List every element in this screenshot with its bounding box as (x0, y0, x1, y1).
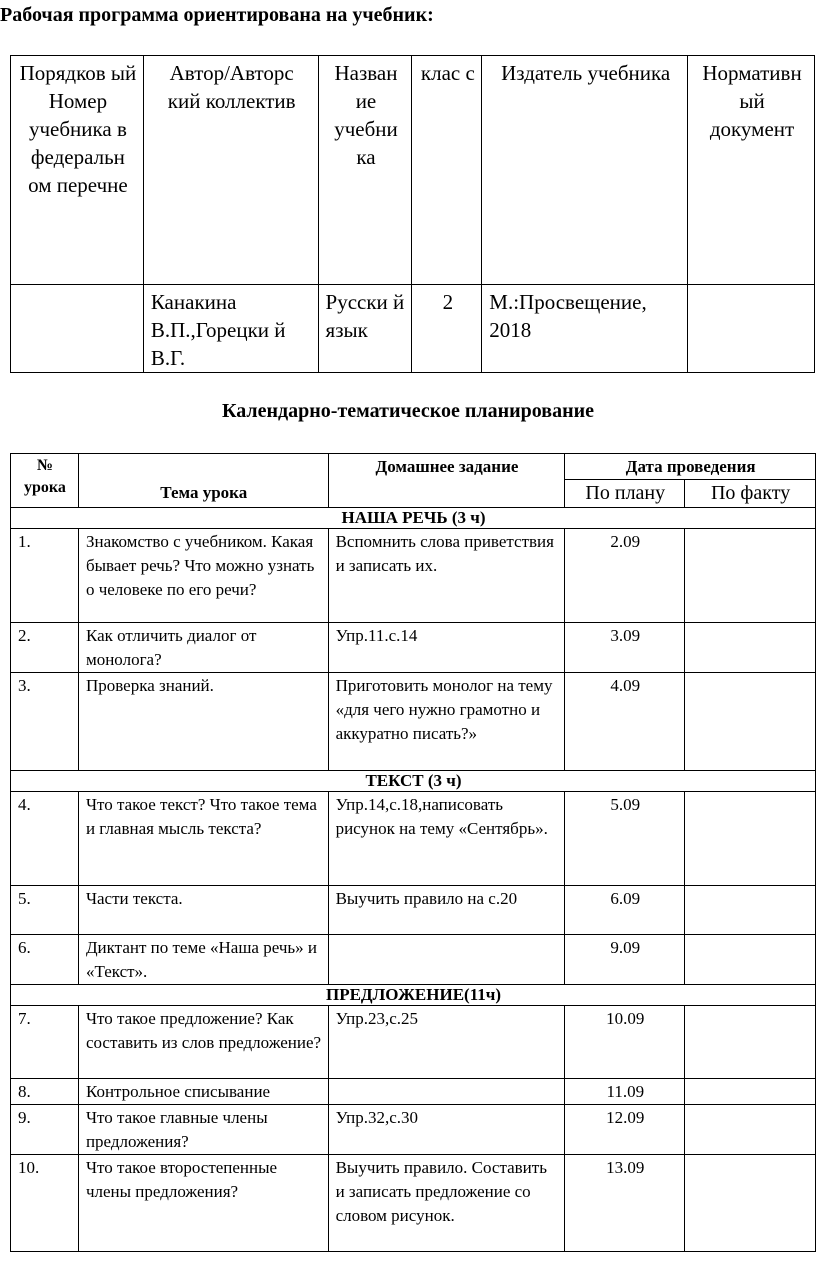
lesson-row (11, 1155, 816, 1252)
lesson-date-plan: 11.09 (565, 1079, 685, 1105)
lesson-row (11, 935, 816, 985)
lesson-topic: Контрольное списывание (78, 1079, 328, 1105)
lesson-topic: Проверка знаний. (78, 673, 328, 771)
lesson-date-plan: 10.09 (565, 1006, 685, 1079)
lesson-date-fact (685, 1105, 816, 1155)
header-lesson-num: № урока (11, 454, 79, 508)
header-name: Назван ие учебни ка (318, 56, 412, 285)
lesson-date-fact (685, 886, 816, 935)
section-title: НАША РЕЧЬ (3 ч) (11, 508, 816, 529)
lesson-date-plan: 9.09 (565, 935, 685, 985)
header-date: Дата проведения (565, 454, 816, 480)
lesson-date-fact (685, 529, 816, 623)
textbook-header-row (11, 56, 815, 285)
lesson-num: 4. (11, 792, 79, 886)
lesson-date-fact (685, 1079, 816, 1105)
lesson-topic: Что такое текст? Что такое тема и главная мысль текста? (78, 792, 328, 886)
lesson-topic: Что такое предложение? Как составить из слов предложение? (78, 1006, 328, 1079)
header-homework: Домашнее задание (328, 454, 565, 508)
lesson-date-fact (685, 792, 816, 886)
lesson-homework: Приготовить монолог на тему «для чего нужно грамотно и аккуратно писать?» (328, 673, 565, 771)
cell-grade: 2 (412, 285, 482, 373)
lesson-homework (328, 935, 565, 985)
cell-document (688, 285, 815, 373)
lesson-row (11, 1079, 816, 1105)
page-title: Рабочая программа ориентирована на учебник: (0, 4, 434, 26)
lesson-date-fact (685, 623, 816, 673)
lesson-homework: Упр.11.с.14 (328, 623, 565, 673)
header-document: Нормативн ый документ (688, 56, 815, 285)
lesson-topic: Части текста. (78, 886, 328, 935)
lesson-date-plan: 13.09 (565, 1155, 685, 1252)
lesson-row (11, 792, 816, 886)
cell-author: Канакина В.П.,Горецки й В.Г. (143, 285, 318, 373)
lesson-date-fact (685, 673, 816, 771)
plan-table (10, 453, 816, 1252)
plan-header-row (11, 454, 816, 480)
lesson-homework: Вспомнить слова приветствия и записать их. (328, 529, 565, 623)
header-grade: клас с (412, 56, 482, 285)
lesson-date-plan: 12.09 (565, 1105, 685, 1155)
lesson-row (11, 1105, 816, 1155)
plan-title: Календарно-тематическое планирование (221, 400, 595, 422)
lesson-topic: Что такое второстепенные члены предложения? (78, 1155, 328, 1252)
lesson-row (11, 673, 816, 771)
lesson-homework: Упр.32,с.30 (328, 1105, 565, 1155)
header-number: Порядков ый Номер учебника в федеральн ом перечне (11, 56, 144, 285)
lesson-topic: Знакомство с учебником. Какая бывает речь? Что можно узнать о человеке по его речи? (78, 529, 328, 623)
lesson-num: 3. (11, 673, 79, 771)
lesson-row (11, 623, 816, 673)
lesson-date-fact (685, 1155, 816, 1252)
textbook-table (10, 55, 815, 373)
lesson-homework: Выучить правило. Составить и записать предложение со словом рисунок. (328, 1155, 565, 1252)
lesson-num: 8. (11, 1079, 79, 1105)
section-title: ПРЕДЛОЖЕНИЕ(11ч) (11, 985, 816, 1006)
lesson-topic: Что такое главные члены предложения? (78, 1105, 328, 1155)
lesson-num: 6. (11, 935, 79, 985)
lesson-topic: Диктант по теме «Наша речь» и «Текст». (78, 935, 328, 985)
cell-number (11, 285, 144, 373)
lesson-date-fact (685, 935, 816, 985)
lesson-row (11, 1006, 816, 1079)
lesson-homework: Упр.14,с.18,написовать рисунок на тему «Сентябрь». (328, 792, 565, 886)
section-row (11, 985, 816, 1006)
header-by-plan: По плану (565, 480, 685, 508)
lesson-num: 9. (11, 1105, 79, 1155)
lesson-row (11, 886, 816, 935)
lesson-row (11, 529, 816, 623)
section-row (11, 508, 816, 529)
lesson-homework: Упр.23,с.25 (328, 1006, 565, 1079)
lesson-date-plan: 5.09 (565, 792, 685, 886)
header-author: Автор/Авторс кий коллектив (143, 56, 318, 285)
lesson-homework (328, 1079, 565, 1105)
header-by-fact: По факту (685, 480, 816, 508)
section-title: ТЕКСТ (3 ч) (11, 771, 816, 792)
lesson-date-plan: 2.09 (565, 529, 685, 623)
lesson-homework: Выучить правило на с.20 (328, 886, 565, 935)
lesson-date-plan: 4.09 (565, 673, 685, 771)
lesson-num: 5. (11, 886, 79, 935)
textbook-row (11, 285, 815, 373)
lesson-date-plan: 6.09 (565, 886, 685, 935)
lesson-num: 2. (11, 623, 79, 673)
lesson-topic: Как отличить диалог от монолога? (78, 623, 328, 673)
cell-name: Русски й язык (318, 285, 412, 373)
cell-publisher: М.:Просвещение, 2018 (482, 285, 688, 373)
lesson-num: 7. (11, 1006, 79, 1079)
lesson-num: 1. (11, 529, 79, 623)
lesson-date-fact (685, 1006, 816, 1079)
section-row (11, 771, 816, 792)
header-topic: Тема урока (78, 454, 328, 508)
header-publisher: Издатель учебника (482, 56, 688, 285)
lesson-date-plan: 3.09 (565, 623, 685, 673)
lesson-num: 10. (11, 1155, 79, 1252)
